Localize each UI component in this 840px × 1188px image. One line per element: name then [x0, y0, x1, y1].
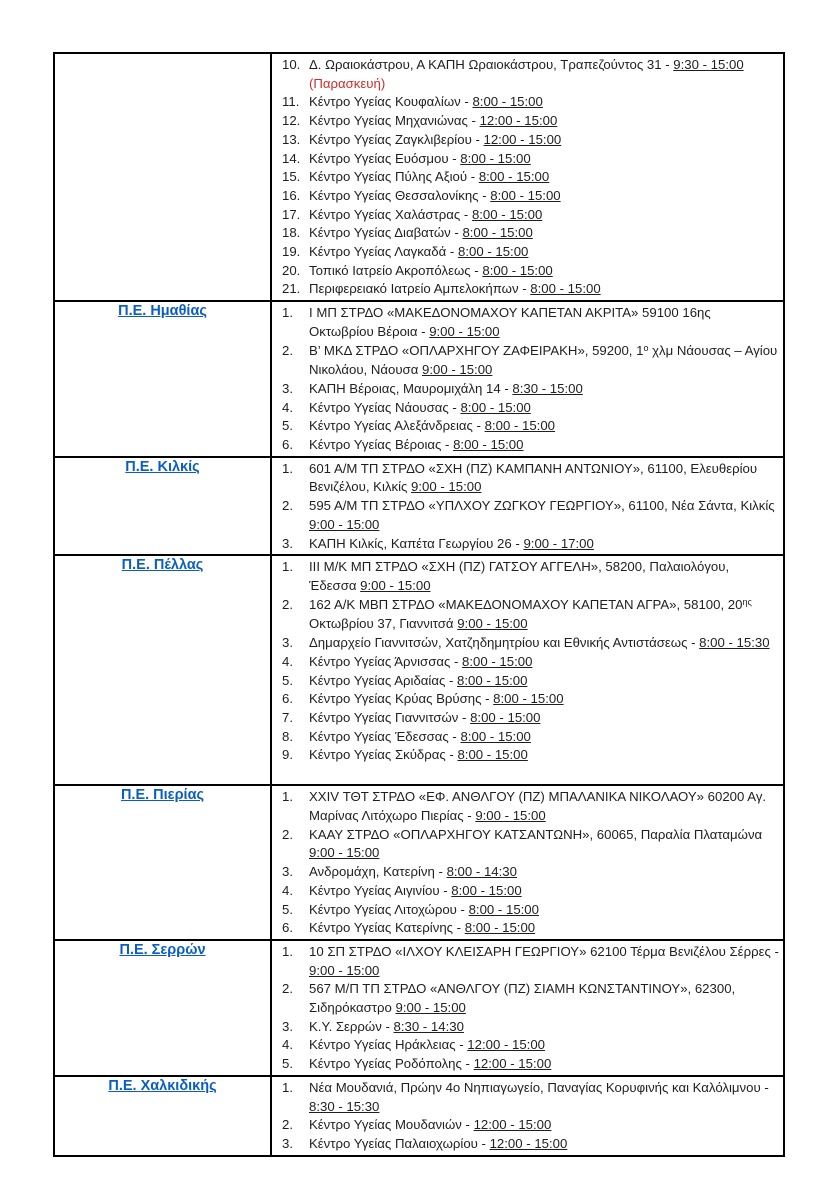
- item-text: [309, 497, 779, 534]
- hours-segment: 8:00 - 15:00: [457, 672, 528, 688]
- item-number: 4.: [282, 882, 293, 898]
- hours-segment: 8:00 - 15:00: [468, 901, 539, 917]
- item-text: [309, 788, 779, 825]
- region-items-cell: [271, 785, 784, 940]
- hours-segment: 8:00 - 15:00: [458, 244, 529, 260]
- text-segment: 601 Α/Μ ΤΠ ΣΤΡΔΟ «ΣΧΗ (ΠΖ) ΚΑΜΠΑΝΗ ΑΝΤΩΝΙΟΥ», 61100, Ελευθερίου Βενιζέλου, Κιλκίς: [309, 460, 758, 495]
- schedule-item: [282, 690, 779, 709]
- item-text: [309, 672, 779, 691]
- text-segment: Κέντρο Υγείας Παλαιοχωρίου -: [309, 1135, 490, 1151]
- hours-segment: 8:00 - 15:00: [460, 150, 531, 166]
- note-segment: (Παρασκευή): [309, 75, 386, 91]
- hours-segment: 9:00 - 15:00: [395, 1000, 466, 1016]
- region-label-cell: [54, 53, 271, 301]
- region-label-link[interactable]: Π.Ε. Σερρών: [119, 941, 206, 958]
- item-number: 1.: [282, 1079, 293, 1095]
- hours-segment: 9:00 - 15:00: [309, 962, 380, 978]
- item-number: 2.: [282, 596, 293, 612]
- schedule-item: [282, 558, 779, 595]
- schedule-item: [282, 882, 779, 901]
- item-text: [309, 901, 779, 920]
- hours-segment: 9:00 - 17:00: [523, 535, 594, 551]
- region-row: [54, 301, 784, 457]
- item-text: [309, 863, 779, 882]
- schedule-item: [282, 168, 779, 187]
- item-text: [309, 460, 779, 497]
- text-segment: Κέντρο Υγείας Διαβατών -: [309, 225, 463, 241]
- schedule-item: [282, 187, 779, 206]
- text-segment: Κέντρο Υγείας Κουφαλίων -: [309, 94, 473, 110]
- schedule-item: [282, 436, 779, 455]
- item-number: 1.: [282, 943, 293, 959]
- item-number: 14.: [282, 150, 301, 166]
- schedule-item: [282, 342, 779, 380]
- hours-segment: 8:00 - 15:30: [699, 635, 770, 651]
- hours-segment: 9:00 - 15:00: [457, 616, 528, 632]
- hours-segment: 12:00 - 15:00: [489, 1135, 568, 1151]
- region-items-cell: [271, 457, 784, 556]
- text-segment: ΙΙΙ Μ/Κ ΜΠ ΣΤΡΔΟ «ΣΧΗ (ΠΖ) ΓΑΤΣΟΥ ΑΓΓΕΛΗ», 58200, Παλαιολόγου, Έδεσσα: [309, 559, 730, 593]
- schedule-item: [282, 672, 779, 691]
- item-text: [309, 243, 779, 262]
- region-items-cell: [271, 940, 784, 1076]
- region-label-cell: [54, 555, 271, 785]
- item-number: 3.: [282, 1135, 293, 1151]
- schedule-item: [282, 224, 779, 243]
- text-segment: Κέντρο Υγείας Λαγκαδά -: [309, 244, 458, 260]
- text-segment: Κέντρο Υγείας Κρύας Βρύσης -: [309, 691, 494, 707]
- hours-segment: 9:00 - 15:00: [421, 362, 493, 378]
- item-text: [309, 150, 779, 169]
- schedule-table: [53, 52, 785, 1157]
- text-segment: Κέντρο Υγείας Άρνισσας -: [309, 653, 463, 669]
- hours-segment: 8:00 - 15:00: [457, 747, 528, 763]
- schedule-item: [282, 262, 779, 281]
- item-text: [309, 690, 779, 709]
- schedule-item: [282, 243, 779, 262]
- hours-segment: 12:00 - 15:00: [483, 131, 562, 147]
- item-text: [309, 262, 779, 281]
- item-number: 15.: [282, 169, 301, 185]
- hours-segment: 12:00 - 15:00: [473, 1117, 552, 1133]
- item-number: 1.: [282, 789, 293, 805]
- item-text: [309, 436, 779, 455]
- text-segment: Κέντρο Υγείας Αριδαίας -: [309, 672, 458, 688]
- schedule-item: [282, 304, 779, 341]
- item-number: 18.: [282, 225, 301, 241]
- item-text: [309, 224, 779, 243]
- item-number: 5.: [282, 901, 293, 917]
- hours-segment: 9:00 - 15:00: [475, 807, 546, 823]
- hours-segment: 9:00 - 15:00: [309, 516, 380, 532]
- item-text: [309, 558, 779, 595]
- text-segment: Κέντρο Υγείας Γιαννιτσών -: [309, 709, 471, 725]
- schedule-item: [282, 596, 779, 634]
- item-text: [309, 399, 779, 418]
- item-text: [309, 746, 779, 765]
- text-segment: Οκτωβρίου 37, Γιαννιτσά: [309, 616, 458, 632]
- item-text: [309, 634, 779, 653]
- text-segment: Κέντρο Υγείας Μηχανιώνας -: [309, 113, 480, 129]
- schedule-item: [282, 1116, 779, 1135]
- item-number: 9.: [282, 747, 293, 763]
- hours-segment: 9:00 - 15:00: [360, 577, 431, 593]
- hours-segment: 8:30 - 14:30: [393, 1018, 464, 1034]
- region-label-link[interactable]: Π.Ε. Πέλλας: [121, 557, 204, 574]
- schedule-item: [282, 93, 779, 112]
- schedule-item: [282, 1135, 779, 1154]
- hours-segment: 9:00 - 15:00: [429, 323, 500, 339]
- schedule-item: [282, 1055, 779, 1074]
- text-segment: Κέντρο Υγείας Ζαγκλιβερίου -: [309, 131, 484, 147]
- item-number: 19.: [282, 244, 301, 260]
- item-text: [309, 1116, 779, 1135]
- schedule-item: [282, 919, 779, 938]
- item-number: 1.: [282, 460, 293, 476]
- text-segment: XXIV ΤΘΤ ΣΤΡΔΟ «ΕΦ. ΑΝΘΛΓΟΥ (ΠΖ) ΜΠΑΛΑΝΙΚΑ ΝΙΚΟΛΑΟΥ» 60200 Αγ. Μαρίνας Λιτόχωρο Πιερίας -: [309, 789, 767, 823]
- item-number: 10.: [282, 57, 301, 72]
- schedule-table-body: [54, 53, 784, 1156]
- item-number: 4.: [282, 653, 293, 669]
- text-segment: Κέντρο Υγείας Ροδόπολης -: [309, 1056, 474, 1072]
- item-number: 5.: [282, 672, 293, 688]
- schedule-item: [282, 901, 779, 920]
- schedule-item: [282, 863, 779, 882]
- text-segment: χλμ Νάουσας – Αγίου Νικολάου, Νάουσα: [309, 342, 778, 378]
- schedule-item: [282, 980, 779, 1017]
- schedule-item: [282, 746, 779, 765]
- schedule-item: [282, 709, 779, 728]
- region-label-link[interactable]: Π.Ε. Ημαθίας: [118, 303, 207, 320]
- item-number: 2.: [282, 342, 293, 358]
- text-segment: Κέντρο Υγείας Ηράκλειας -: [309, 1037, 468, 1053]
- schedule-item: [282, 206, 779, 225]
- item-text: [309, 728, 779, 747]
- text-segment: Κέντρο Υγείας Βέροιας -: [309, 437, 454, 453]
- item-number: 2.: [282, 1117, 293, 1133]
- item-text: [309, 943, 779, 980]
- item-number: 4.: [282, 399, 293, 415]
- hours-segment: 12:00 - 15:00: [467, 1037, 546, 1053]
- text-segment: 10 ΣΠ ΣΤΡΔΟ «ΙΛΧΟΥ ΚΛΕΙΣΑΡΗ ΓΕΩΡΓΙΟΥ» 62100 Τέρμα Βενιζέλου Σέρρες -: [309, 943, 779, 959]
- schedule-item: [282, 1018, 779, 1037]
- item-number: 3.: [282, 380, 293, 396]
- hours-segment: 8:00 - 15:00: [462, 225, 533, 241]
- region-label-cell: [54, 1076, 271, 1156]
- item-text: [309, 653, 779, 672]
- item-text: [309, 1135, 779, 1154]
- item-number: 2.: [282, 498, 293, 514]
- hours-segment: 8:00 - 15:00: [462, 653, 533, 669]
- item-text: [309, 304, 779, 341]
- text-segment: Νέα Μουδανιά, Πρώην 4ο Νηπιαγωγείο, Παναγίας Κορυφινής και Καλόλιμνου -: [309, 1079, 769, 1095]
- item-text: [309, 342, 779, 380]
- item-number: 1.: [282, 305, 293, 321]
- item-text: [309, 187, 779, 206]
- schedule-item: [282, 280, 779, 299]
- text-segment: Κέντρο Υγείας Μουδανιών -: [309, 1117, 474, 1133]
- hours-segment: 8:00 - 15:00: [472, 94, 543, 110]
- schedule-item: [282, 653, 779, 672]
- item-text: [309, 1018, 779, 1037]
- region-label-cell: [54, 301, 271, 457]
- text-segment: Κέντρο Υγείας Πύλης Αξιού -: [309, 169, 479, 185]
- schedule-item: [282, 497, 779, 534]
- text-segment: Κέντρο Υγείας Ευόσμου -: [309, 150, 461, 166]
- region-row: [54, 53, 784, 301]
- schedule-item: [282, 460, 779, 497]
- hours-segment: 8:00 - 15:00: [453, 437, 524, 453]
- hours-segment: 8:00 - 15:00: [464, 920, 536, 936]
- item-number: 1.: [282, 559, 293, 575]
- item-text: [309, 826, 779, 863]
- hours-segment: 8:00 - 15:00: [470, 709, 541, 725]
- text-segment: Κέντρο Υγείας Αλεξάνδρειας -: [309, 418, 485, 434]
- item-number: 3.: [282, 535, 293, 551]
- region-row: [54, 1076, 784, 1156]
- text-segment: Περιφερειακό Ιατρείο Αμπελοκήπων -: [309, 281, 531, 297]
- superscript-segment: ο: [643, 342, 649, 353]
- item-number: 6.: [282, 920, 293, 936]
- item-text: [309, 882, 779, 901]
- text-segment: 595 Α/Μ ΤΠ ΣΤΡΔΟ «ΥΠΛΧΟΥ ΖΩΓΚΟΥ ΓΕΩΡΓΙΟΥ», 61100, Νέα Σάντα, Κιλκίς: [309, 498, 775, 514]
- text-segment: Κέντρο Υγείας Κατερίνης -: [309, 920, 465, 936]
- text-segment: ΚΑΠΗ Κιλκίς, Καπέτα Γεωργίου 26 -: [309, 535, 524, 551]
- schedule-item: [282, 634, 779, 653]
- hours-segment: 8:00 - 14:30: [446, 864, 517, 880]
- schedule-item: [282, 417, 779, 436]
- hours-segment: 8:00 - 15:00: [460, 399, 531, 415]
- text-segment: Κέντρο Υγείας Θεσσαλονίκης -: [309, 187, 491, 203]
- text-segment: ΚΑΠΗ Βέροιας, Μαυρομιχάλη 14 -: [309, 380, 513, 396]
- item-number: 5.: [282, 1056, 293, 1072]
- item-number: 21.: [282, 281, 301, 297]
- hours-segment: 9:00 - 15:00: [411, 479, 482, 495]
- schedule-item: [282, 131, 779, 150]
- region-items-cell: [271, 555, 784, 785]
- schedule-item: [282, 1036, 779, 1055]
- item-text: [309, 980, 779, 1017]
- item-number: 2.: [282, 826, 293, 842]
- text-segment: Κ.Υ. Σερρών -: [309, 1018, 394, 1034]
- text-segment: Κέντρο Υγείας Έδεσσας -: [309, 728, 461, 744]
- item-text: [309, 919, 779, 938]
- superscript-segment: ης: [742, 596, 752, 607]
- schedule-item: [282, 535, 779, 554]
- hours-segment: 12:00 - 15:00: [473, 1056, 552, 1072]
- item-number: 16.: [282, 187, 301, 203]
- item-text: [309, 131, 779, 150]
- item-number: 2.: [282, 981, 293, 997]
- item-text: [309, 1055, 779, 1074]
- text-segment: ΚΑΑΥ ΣΤΡΔΟ «ΟΠΛΑΡΧΗΓΟΥ ΚΑΤΣΑΝΤΩΝΗ», 60065, Παραλία Πλαταμώνα: [309, 826, 763, 842]
- schedule-item: [282, 112, 779, 131]
- region-items-cell: [271, 53, 784, 301]
- schedule-item: [282, 943, 779, 980]
- region-label-link[interactable]: Π.Ε. Πιερίας: [120, 787, 205, 804]
- hours-segment: 8:00 - 15:00: [478, 169, 550, 185]
- text-segment: Κέντρο Υγείας Λιτοχώρου -: [309, 901, 469, 917]
- item-text: [309, 1079, 779, 1116]
- item-number: 13.: [282, 131, 301, 147]
- item-text: [309, 417, 779, 436]
- region-items-cell: [271, 301, 784, 457]
- schedule-item: [282, 1079, 779, 1116]
- text-segment: Δημαρχείο Γιαννιτσών, Χατζηδημητρίου και Εθνικής Αντιστάσεως -: [309, 635, 700, 651]
- item-number: 6.: [282, 691, 293, 707]
- text-segment: 162 Α/Κ ΜΒΠ ΣΤΡΔΟ «ΜΑΚΕΔΟΝΟΜΑΧΟΥ ΚΑΠΕΤΑΝ ΑΓΡΑ», 58100, 20: [309, 596, 743, 612]
- item-number: 11.: [282, 94, 300, 110]
- text-segment: Κέντρο Υγείας Σκύδρας -: [309, 747, 458, 763]
- text-segment: Ι ΜΠ ΣΤΡΔΟ «ΜΑΚΕΔΟΝΟΜΑΧΟΥ ΚΑΠΕΤΑΝ ΑΚΡΙΤΑ» 59100 16ης Οκτωβρίου Βέροια -: [309, 305, 711, 339]
- text-segment: 567 Μ/Π ΤΠ ΣΤΡΔΟ «ΑΝΘΛΓΟΥ (ΠΖ) ΣΙΑΜΗ ΚΩΝΣΤΑΝΤΙΝΟΥ», 62300, Σιδηρόκαστρο: [309, 981, 736, 1016]
- item-text: [309, 280, 779, 299]
- region-label-link[interactable]: Π.Ε. Κιλκίς: [125, 458, 200, 475]
- hours-segment: 8:00 - 15:00: [530, 281, 601, 297]
- region-row: [54, 555, 784, 785]
- item-number: 6.: [282, 437, 293, 453]
- schedule-item: [282, 56, 779, 93]
- item-number: 17.: [282, 206, 301, 222]
- schedule-item: [282, 380, 779, 399]
- region-row: [54, 940, 784, 1076]
- hours-segment: 8:00 - 15:00: [482, 262, 553, 278]
- item-number: 3.: [282, 1018, 293, 1034]
- region-row: [54, 785, 784, 940]
- item-text: [309, 380, 779, 399]
- hours-segment: 8:00 - 15:00: [460, 728, 531, 744]
- region-label-cell: [54, 785, 271, 940]
- item-number: 12.: [282, 113, 301, 129]
- text-segment: Κέντρο Υγείας Χαλάστρας -: [309, 206, 472, 222]
- item-text: [309, 56, 779, 93]
- hours-segment: 8:00 - 15:00: [490, 187, 561, 203]
- item-text: [309, 709, 779, 728]
- hours-segment: 12:00 - 15:00: [479, 113, 558, 129]
- item-number: 20.: [282, 262, 301, 278]
- hours-segment: 8:00 - 15:00: [451, 882, 522, 898]
- item-text: [309, 93, 779, 112]
- schedule-item: [282, 399, 779, 418]
- item-number: 8.: [282, 728, 293, 744]
- text-segment: Κέντρο Υγείας Νάουσας -: [309, 399, 461, 415]
- item-text: [309, 112, 779, 131]
- region-label-cell: [54, 940, 271, 1076]
- text-segment: Κέντρο Υγείας Αιγινίου -: [309, 882, 452, 898]
- item-number: 7.: [282, 709, 293, 725]
- item-text: [309, 596, 779, 634]
- item-text: [309, 206, 779, 225]
- region-row: [54, 457, 784, 556]
- item-text: [309, 168, 779, 187]
- region-label-cell: [54, 457, 271, 556]
- hours-segment: 8:30 - 15:00: [512, 380, 583, 396]
- region-label-link[interactable]: Π.Ε. Χαλκιδικής: [108, 1077, 217, 1094]
- item-number: 3.: [282, 635, 293, 651]
- text-segment: Τοπικό Ιατρείο Ακροπόλεως -: [309, 262, 483, 278]
- item-number: 3.: [282, 864, 293, 880]
- schedule-item: [282, 150, 779, 169]
- text-segment: Δ. Ωραιοκάστρου, Α ΚΑΠΗ Ωραιοκάστρου, Τραπεζούντος 31 -: [309, 57, 674, 72]
- hours-segment: 8:30 - 15:30: [309, 1098, 380, 1114]
- hours-segment: 8:00 - 15:00: [471, 206, 543, 222]
- schedule-item: [282, 826, 779, 863]
- schedule-item: [282, 728, 779, 747]
- schedule-item: [282, 788, 779, 825]
- item-number: 5.: [282, 418, 293, 434]
- item-number: 4.: [282, 1037, 293, 1053]
- hours-segment: 9:00 - 15:00: [309, 845, 380, 861]
- item-text: [309, 1036, 779, 1055]
- hours-segment: 8:00 - 15:00: [493, 691, 564, 707]
- hours-segment: 9:30 - 15:00: [673, 57, 744, 72]
- text-segment: Ανδρομάχη, Κατερίνη -: [309, 864, 447, 880]
- item-text: [309, 535, 779, 554]
- region-items-cell: [271, 1076, 784, 1156]
- hours-segment: 8:00 - 15:00: [484, 418, 555, 434]
- text-segment: Β’ ΜΚΔ ΣΤΡΔΟ «ΟΠΛΑΡΧΗΓΟΥ ΖΑΦΕΙΡΑΚΗ», 59200, 1: [309, 342, 644, 358]
